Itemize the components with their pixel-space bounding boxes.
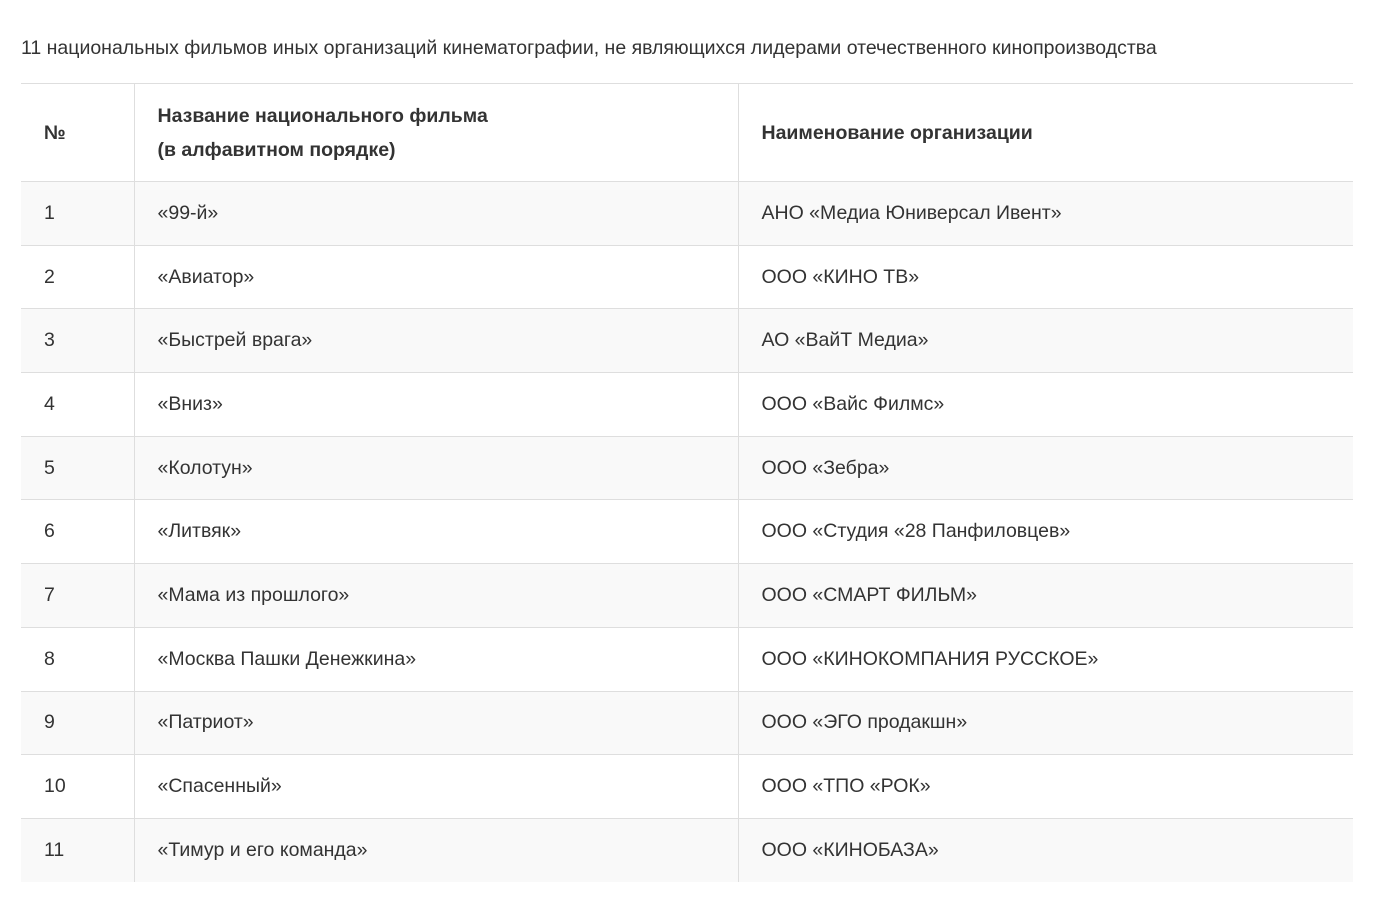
table-row: [21, 182, 1353, 246]
table-row: [21, 755, 1353, 819]
table-row: [21, 818, 1353, 882]
row-organization: ООО «Зебра»: [761, 456, 890, 479]
row-number: 8: [21, 627, 134, 691]
films-table: [21, 83, 1353, 882]
table-row: [21, 373, 1353, 437]
row-organization: ООО «Студия «28 Панфиловцев»: [761, 520, 1071, 543]
table-header: [21, 84, 1353, 182]
row-film: «Тимур и его команда»: [134, 818, 738, 882]
row-film: «Авиатор»: [134, 245, 738, 309]
row-number: 9: [21, 691, 134, 755]
row-organization: ООО «КИНОКОМПАНИЯ РУССКОЕ»: [761, 647, 1099, 670]
table-body: [21, 182, 1353, 883]
row-film: «Мама из прошлого»: [134, 564, 738, 628]
header-organization: Наименование организации: [761, 121, 1033, 144]
row-film: «Спасенный»: [134, 755, 738, 819]
row-number: 6: [21, 500, 134, 564]
row-number: 10: [21, 755, 134, 819]
row-film: «Литвяк»: [134, 500, 738, 564]
table-row: [21, 627, 1353, 691]
table-row: [21, 564, 1353, 628]
table-row: [21, 436, 1353, 500]
header-film-line2: (в алфавитном порядке): [157, 138, 396, 161]
table-row: [21, 500, 1353, 564]
row-film: «99-й»: [134, 182, 738, 246]
row-organization: ООО «Вайс Филмс»: [761, 392, 945, 415]
row-organization: ООО «СМАРТ ФИЛЬМ»: [761, 583, 977, 606]
row-organization: ООО «КИНОБАЗА»: [761, 838, 939, 861]
row-number: 3: [21, 309, 134, 373]
header-film-title: [134, 84, 738, 182]
table-row: [21, 691, 1353, 755]
row-film: «Москва Пашки Денежкина»: [134, 627, 738, 691]
row-number: 2: [21, 245, 134, 309]
row-organization: ООО «ЭГО продакшн»: [761, 711, 968, 734]
header-film-line1: Название национального фильма: [157, 104, 488, 127]
row-number: 7: [21, 564, 134, 628]
row-number: 4: [21, 373, 134, 437]
row-organization: АО «ВайТ Медиа»: [761, 329, 929, 352]
row-organization: АНО «Медиа Юниверсал Ивент»: [761, 201, 1062, 224]
row-organization: ООО «КИНО ТВ»: [761, 265, 920, 288]
table-row: [21, 309, 1353, 373]
row-number: 11: [21, 818, 134, 882]
row-organization: ООО «ТПО «РОК»: [761, 775, 931, 798]
header-number: №: [21, 84, 134, 182]
row-film: «Колотун»: [134, 436, 738, 500]
table-row: [21, 245, 1353, 309]
row-film: «Быстрей врага»: [134, 309, 738, 373]
header-row: [21, 84, 1353, 182]
row-number: 1: [21, 182, 134, 246]
row-film: «Патриот»: [134, 691, 738, 755]
row-number: 5: [21, 436, 134, 500]
intro-text: 11 национальных фильмов иных организаций кинематографии, не являющихся лидерами отечественного кинопроизводства: [21, 36, 1157, 59]
row-film: «Вниз»: [134, 373, 738, 437]
